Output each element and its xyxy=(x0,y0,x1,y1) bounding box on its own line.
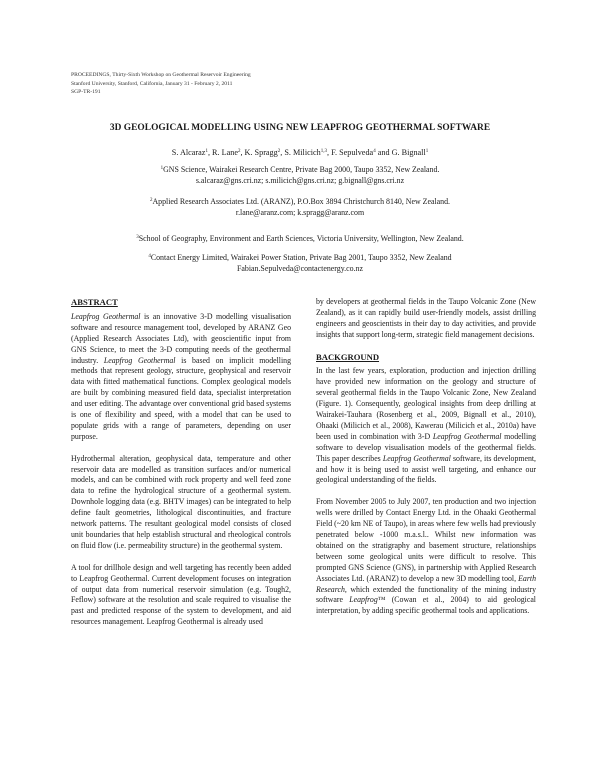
affiliation-1-emails: s.alcaraz@gns.cri.nz; s.milicich@gns.cri.nz; g.bignall@gns.cri.nz xyxy=(195,175,405,185)
right-column xyxy=(316,297,536,628)
author-4: , S. Milicich xyxy=(280,148,321,157)
author-1: S. Alcaraz xyxy=(171,148,206,157)
abstract-paragraph-3: A tool for drillhole design and well targeting has recently been added to Leapfrog Geothermal. Current development focuses on integration of output data from numerical reservoir simulation (e.g. Tough2, Feflow) software at the resolution and scale required to visualise the past and predicted response of the system to development, and aid resources management. Leapfrog Geothermal is already used xyxy=(71,562,291,627)
background-paragraph-1: In the last few years, exploration, production and injection drilling have provided new information on the geology and structure of several geothermal fields in the Taupo Volcanic Zone, New Zealand (Figure. 1). Consequently, geological insights from deep drilling at Wairakei-Tauhara (Rosenberg et al., 2009, Bignall et al., 2010), Ohaaki (Milicich et al., 2008), Kawerau (Milicich et al., 2010a) have been used in combination with 3-D Leapfrog Geothermal modelling software to develop visualisation models of the geothermal fields. This paper describes Leapfrog Geothermal software, its development, and how it is being used to assist well targeting, and enhance our geological understanding of the fields. xyxy=(316,366,537,485)
affiliation-1: $^1$GNS Science, Wairakei Research Centre, Private Bag 2000, Taupo 3352, New Zealand. s.alcaraz@gns.cri.nz; s.milicich@gns.cri.nz; g.bignall@gns.cri.nz xyxy=(0,165,600,186)
abstract-paragraph-2: Hydrothermal alteration, geophysical data, temperature and other reservoir data are modelled as transition surfaces and/or numerical models, and can be combined with rock property and well feed zone data to refine the hydrological structure of a geothermal system. Downhole logging data (e.g. BHTV images) can be integrated to help define fault geometries, lithological discontinuities, and fracture network patterns. The resultant geological model consists of closed unit boundaries that help establish structural and rheological controls on fluid flow (i.e. permeability structure) in the geothermal system. xyxy=(71,453,291,550)
header-line-2: Stanford University, Stanford, California, January 31 - February 2, 2011 xyxy=(71,80,233,87)
abstract-paragraph-1: Leapfrog Geothermal is an innovative 3-D modelling visualisation software and resource management tool, developed by ARANZ Geo (Applied Research Associates Ltd), with geoscientific input from GNS Science, to meet the 3-D computing needs of the geothermal industry. Leapfrog Geothermal is based on implicit modelling methods that represent geology, structure, geophysical and reservoir data with fitted mathematical functions. Complex geological models are built by combining measured field data, specialist interpretation and user editing. The advantage over conventional grid based systems is one of flexibility and speed, with a model that can be used to populate grids with a range of parameters, depending on user purpose. xyxy=(71,311,291,441)
author-6: and G. Bignall xyxy=(375,148,426,157)
author-list: S. Alcaraz$^1$, R. Lane$^2$, K. Spragg$^2$, S. Milicich$^{1,3}$, F. Sepulveda$^4$ and G. Bignall$^1$ xyxy=(171,148,429,157)
background-heading: BACKGROUND xyxy=(316,351,380,362)
abstract-heading: ABSTRACT xyxy=(71,297,118,307)
author-3: , K. Spragg xyxy=(240,148,278,157)
author-2: , R. Lane xyxy=(207,148,238,157)
header-line-1: PROCEEDINGS, Thirty-Sixth Workshop on Geothermal Reservoir Engineering xyxy=(71,72,251,78)
affiliation-2-emails: r.lane@aranz.com; k.spragg@aranz.com xyxy=(235,207,365,217)
affiliation-4: $^4$Contact Energy Limited, Wairakei Power Station, Private Bag 2001, Taupo 3352, New Zealand Fabian.Sepulveda@contactenergy.co.nz xyxy=(0,253,600,274)
left-column xyxy=(71,297,291,639)
proceedings-header xyxy=(71,71,251,97)
affiliation-4-email: Fabian.Sepulveda@contactenergy.co.nz xyxy=(236,263,364,273)
affiliation-2: $^2$Applied Research Associates Ltd. (ARANZ), P.O.Box 3894 Christchurch 8140, New Zealand. r.lane@aranz.com; k.spragg@aranz.com xyxy=(0,197,600,218)
author-5: , F. Sepulveda xyxy=(326,148,374,157)
affiliation-3: $^3$School of Geography, Environment and Earth Sciences, Victoria University, Wellington, New Zealand. xyxy=(136,234,464,243)
abstract-continuation: by developers at geothermal fields in the Taupo Volcanic Zone (New Zealand), as it can rapidly build user-friendly models, assist drilling engineers and geoscientists in their day to day activities, and provide insights that support long-term, strategic field management decisions. xyxy=(316,297,536,339)
background-paragraph-2: From November 2005 to July 2007, ten production and two injection wells were drilled by Contact Energy Ltd. in the Ohaaki Geothermal Field (~20 km NE of Taupo), in areas where few wells had previously penetrated below -1000 m.a.s.l.. Whilst new information was obtained on the stratigraphy and basement structure, relationships between some geological units were difficult to resolve. This prompted GNS Science (GNS), in partnership with Applied Research Associates Ltd. (ARANZ) to develop a new 3D modelling tool, Earth Research, which extended the functionality of the mining industry software Leapfrog™ (Cowan et al., 2004) to aid geological interpretation, by adding specific geothermal tools and applications. xyxy=(316,497,536,616)
header-line-3: SGP-TR-191 xyxy=(71,89,101,96)
paper-title: 3D GEOLOGICAL MODELLING USING NEW LEAPFROG GEOTHERMAL SOFTWARE xyxy=(109,123,491,133)
